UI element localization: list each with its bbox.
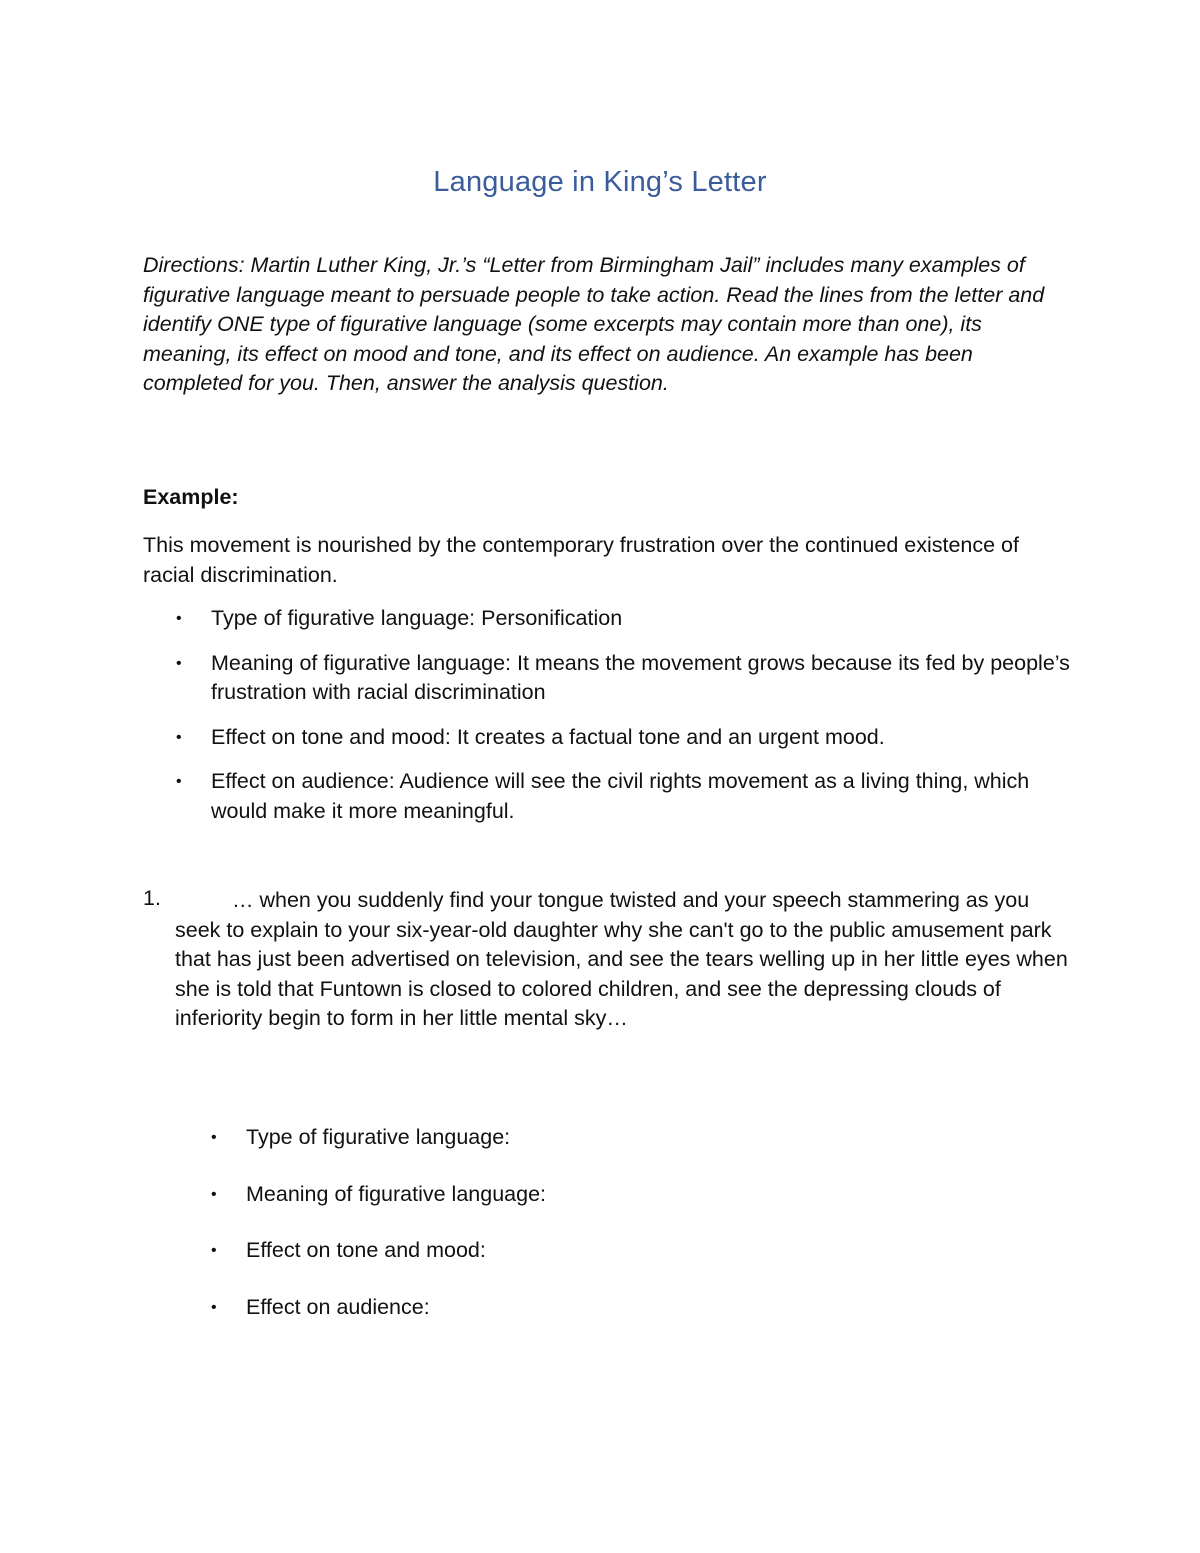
bullet-icon: • [176,728,182,746]
example-item-text: Type of figurative language: Personification [211,606,623,630]
question-item-text: Meaning of figurative language: [246,1181,547,1206]
example-heading: Example: [143,485,239,509]
question-answer-list [211,1123,1046,1349]
bullet-icon: • [176,773,182,790]
bullet-icon: • [211,1298,217,1316]
directions-text: Martin Luther King, Jr.’s “Letter from Birmingham Jail” includes many examples of figurative language meant to persuade people to take action. Read the lines from the letter and identify ONE type of figurative language (some excerpts may contain more than one), its meaning, its effect on mood and tone, and its effect on audience. An example has been completed for you. Then, answer the analysis question. [143,253,1045,395]
example-item-text: Effect on tone and mood: It creates a factual tone and an urgent mood. [211,724,885,749]
question-item-audience [211,1293,1046,1323]
bullet-icon: • [211,1129,217,1146]
example-item-type [176,604,1091,634]
example-quote: This movement is nourished by the contemporary frustration over the continued existence of racial discrimination. [143,533,1019,587]
bullet-icon: • [211,1242,217,1259]
question-item-text: Effect on audience: [246,1294,430,1319]
question-item-text: Type of figurative language: [246,1125,511,1149]
question-item-type [211,1123,1046,1153]
question-item-tone-mood [211,1236,1046,1266]
example-item-text: Meaning of figurative language: It means the movement grows because its fed by people’s frustration with racial discrimination [211,650,1070,704]
directions-label: Directions: [143,253,245,277]
bullet-icon: • [176,610,182,627]
example-item-tone-mood [176,723,1091,753]
question-item-meaning [211,1180,1046,1210]
bullet-icon: • [211,1185,217,1203]
example-answer-list [176,604,1091,841]
example-item-audience [176,767,1091,826]
directions-paragraph [143,251,1063,399]
example-item-text: Effect on audience: Audience will see the civil rights movement as a living thing, which would make it more meaningful. [211,769,1030,823]
question-number: 1. [143,886,161,910]
question-item-text: Effect on tone and mood: [246,1238,486,1262]
page-title: Language in King’s Letter [433,166,767,198]
example-item-meaning [176,649,1091,708]
question-quote: … when you suddenly find your tongue twisted and your speech stammering as you seek to explain to your six-year-old daughter why she can't go to the public amusement park that has just been advertised on television, and see the tears welling up in her little eyes when she is told that Funtown is closed to colored children, and see the depressing clouds of inferiority begin to form in her little mental sky… [175,888,1068,1030]
bullet-icon: • [176,654,182,672]
